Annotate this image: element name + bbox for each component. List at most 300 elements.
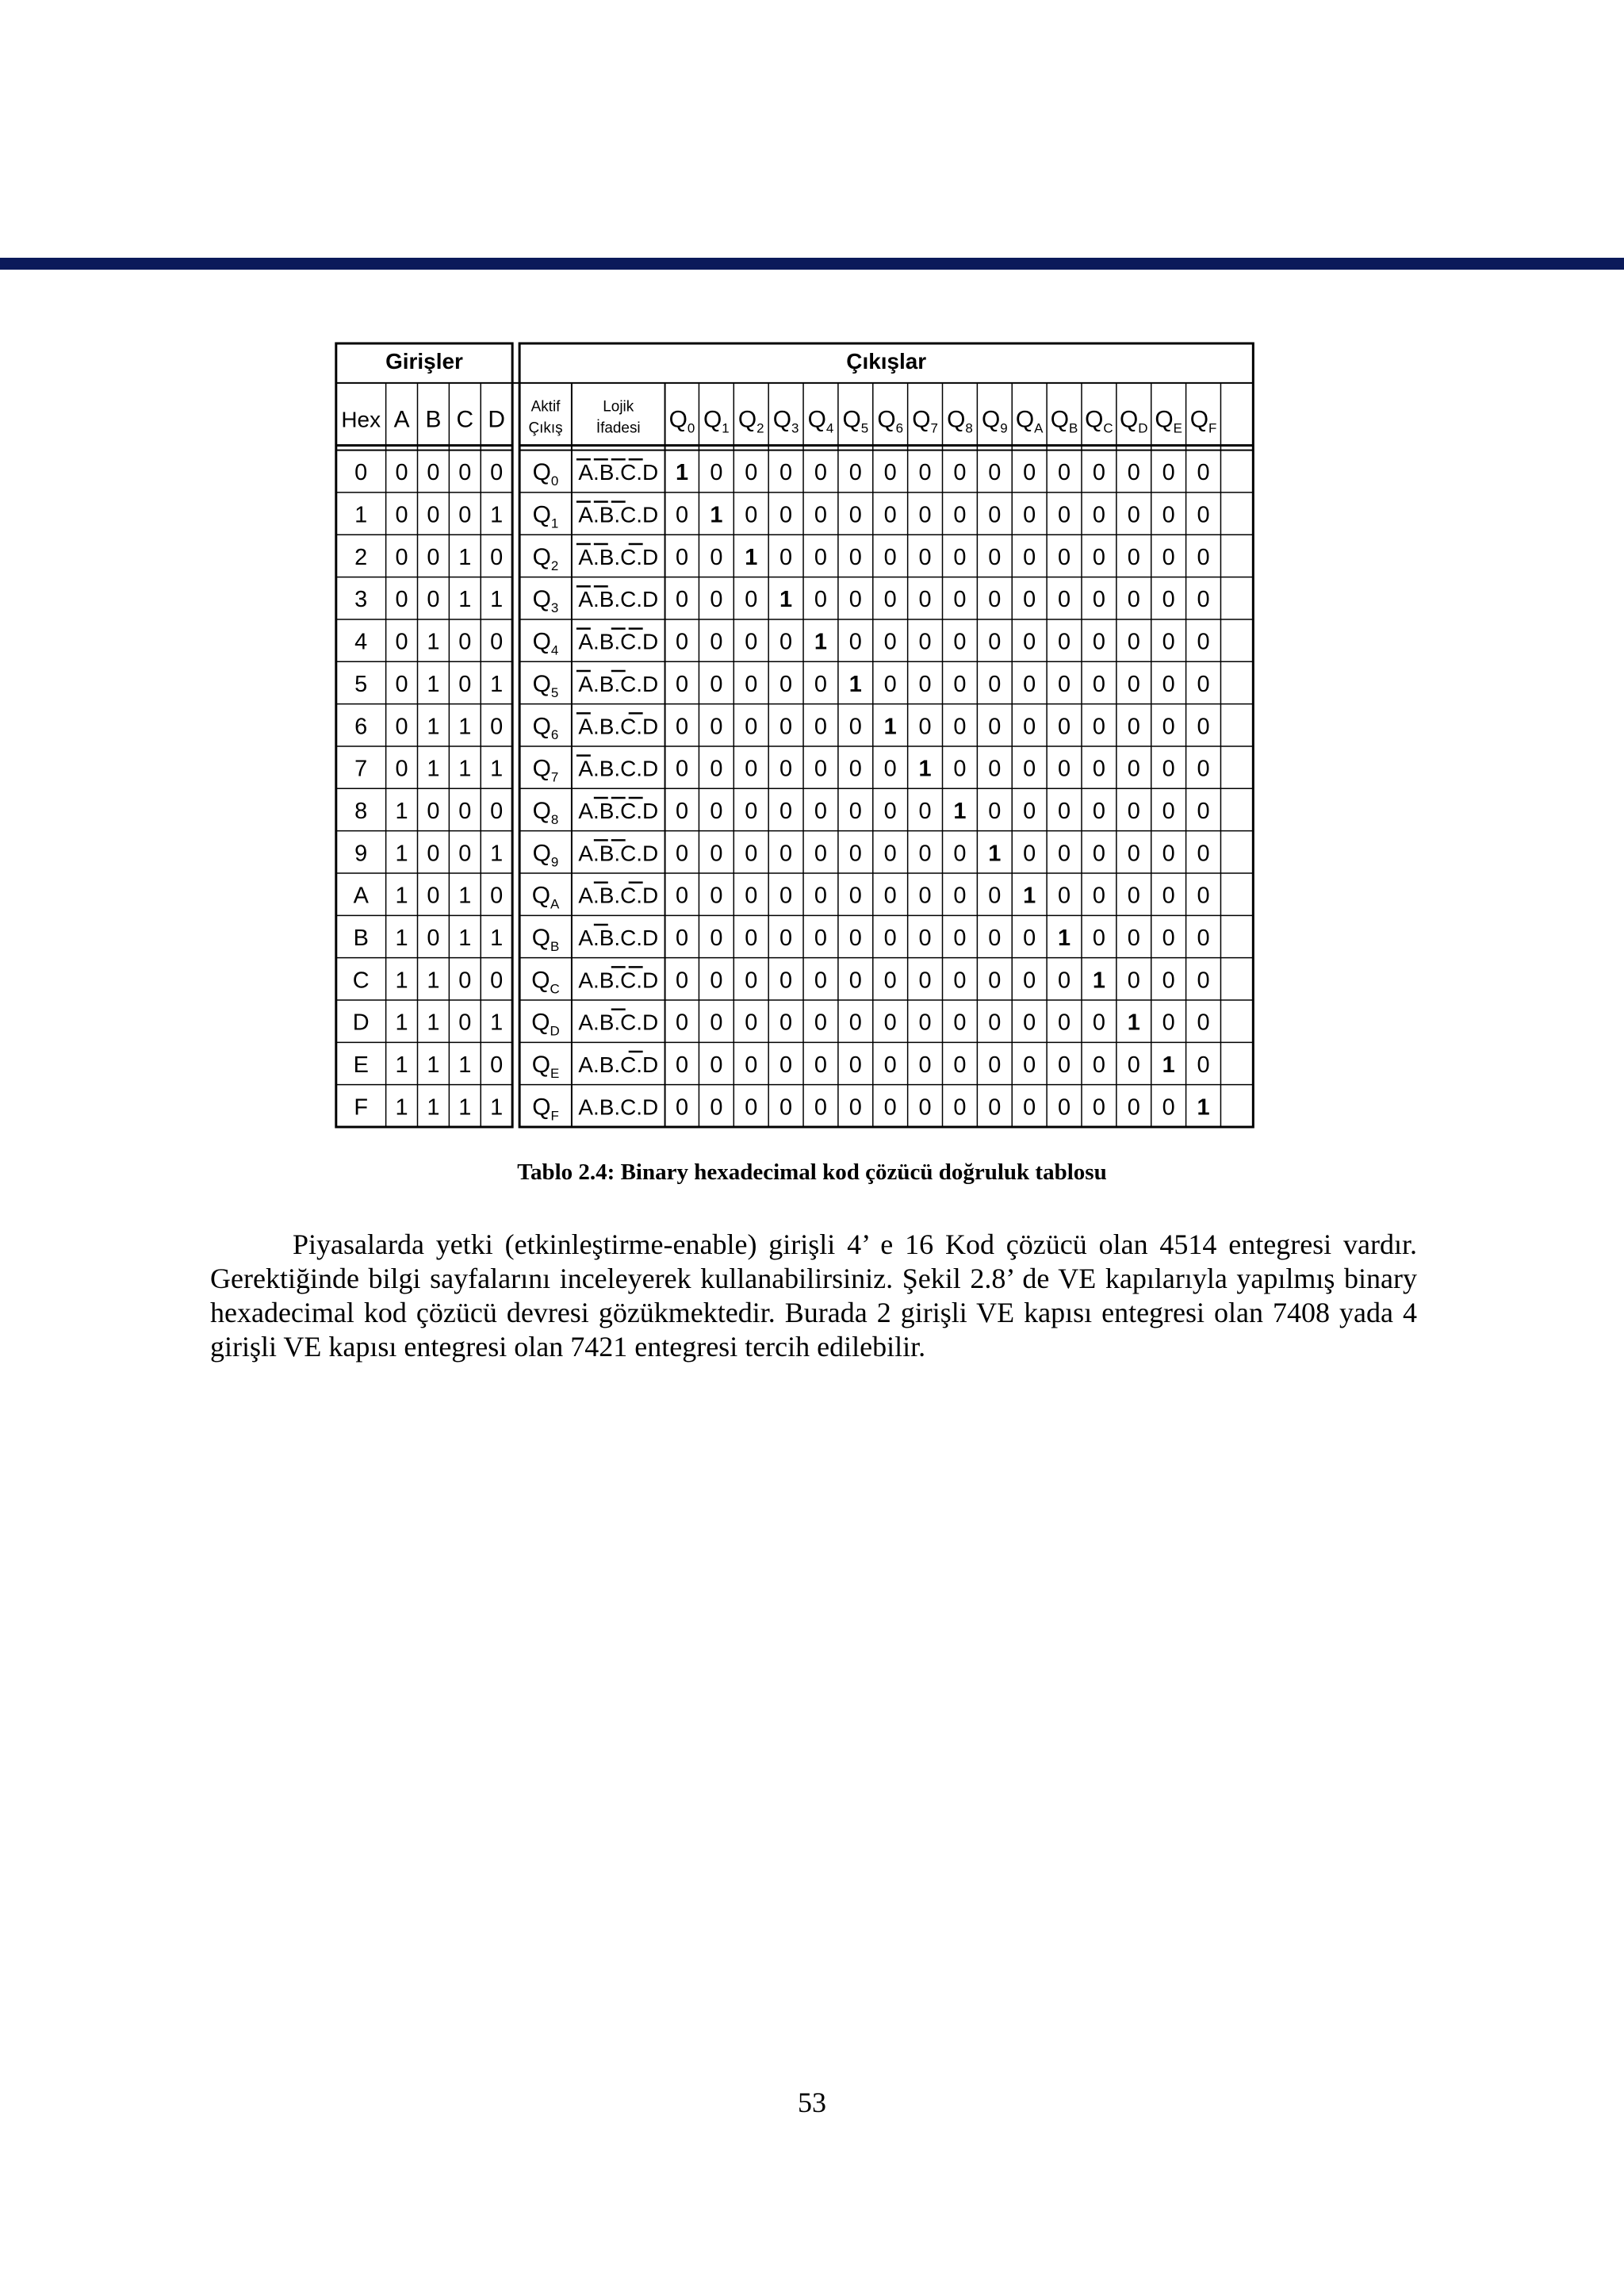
output-cell: 0 — [745, 671, 758, 697]
input-cell: 1 — [427, 1010, 440, 1036]
active-output-cell: $Q_5$ — [532, 670, 559, 700]
output-cell: 0 — [1197, 798, 1210, 824]
output-cell: 0 — [1023, 587, 1036, 613]
output-cell: 0 — [1162, 629, 1175, 655]
input-cell: 0 — [458, 968, 472, 994]
output-cell: 0 — [988, 1010, 1002, 1036]
output-cell: 0 — [779, 1094, 793, 1121]
output-cell: 0 — [918, 460, 932, 486]
output-cell: 0 — [1058, 841, 1071, 867]
output-cell: 0 — [1197, 925, 1210, 951]
input-cell: 1 — [490, 671, 504, 697]
output-cell: 0 — [918, 883, 932, 909]
input-cell: 1 — [395, 925, 408, 951]
output-cell: 0 — [1092, 1010, 1105, 1036]
output-cell: 0 — [988, 587, 1002, 613]
output-cell: 0 — [1197, 841, 1210, 867]
output-cell: 1 — [1023, 883, 1036, 909]
input-cell: 1 — [427, 671, 440, 697]
column-header-q8: $Q_8$ — [947, 406, 973, 436]
logic-expression-cell: A.B.C.D — [578, 587, 659, 612]
output-cell: 0 — [988, 756, 1002, 782]
output-cell: 0 — [710, 798, 723, 824]
output-cell: 0 — [710, 841, 723, 867]
active-output-cell: $Q_0$ — [532, 459, 559, 489]
output-cell: 0 — [675, 798, 689, 824]
output-cell: 0 — [1127, 883, 1140, 909]
output-cell: 0 — [1197, 1052, 1210, 1078]
hex-cell: 8 — [354, 798, 368, 824]
column-header-a: A — [393, 406, 410, 433]
logic-expression-cell: A.B.C.D — [578, 714, 659, 739]
input-cell: 1 — [427, 1052, 440, 1078]
output-cell: 0 — [1092, 925, 1105, 951]
output-cell: 0 — [1127, 756, 1140, 782]
output-cell: 0 — [1058, 883, 1071, 909]
output-cell: 0 — [883, 587, 897, 613]
output-cell: 0 — [745, 714, 758, 740]
logic-expression-cell: A.B.C.D — [578, 925, 659, 950]
column-header-logic-line1: Lojik — [603, 398, 634, 416]
output-cell: 0 — [918, 1010, 932, 1036]
output-cell: 0 — [953, 756, 967, 782]
hex-cell: D — [352, 1010, 370, 1036]
output-cell: 1 — [1197, 1094, 1210, 1121]
column-header-qe: $Q_E$ — [1155, 406, 1182, 436]
output-cell: 0 — [988, 502, 1002, 528]
column-header-qd: $Q_D$ — [1120, 406, 1148, 436]
output-cell: 0 — [953, 460, 967, 486]
output-cell: 0 — [988, 544, 1002, 570]
output-cell: 0 — [1023, 460, 1036, 486]
output-cell: 0 — [779, 544, 793, 570]
output-cell: 0 — [1023, 544, 1036, 570]
input-cell: 1 — [490, 587, 504, 613]
output-cell: 0 — [1058, 714, 1071, 740]
output-cell: 0 — [1058, 1052, 1071, 1078]
output-cell: 0 — [1162, 714, 1175, 740]
hex-cell: 2 — [354, 544, 368, 570]
paragraph-text: Piyasalarda yetki (etkinleştirme-enable) girişli 4’ e 16 Kod çözücü olan 4514 entegresi vardır. Gerektiğinde bilgi sayfalarını inceleyerek kullanabilirsiniz. Şekil 2.8’ de VE kapılarıyla yapılmış binary hexadecimal kod çözücü devresi gözükmektedir. Burada 2 girişli VE kapısı entegresi olan 7408 yada 4 girişli VE kapısı entegresi olan 7421 entegresi tercih edilebilir. — [210, 1228, 1417, 1363]
input-cell: 0 — [458, 502, 472, 528]
output-cell: 0 — [1197, 587, 1210, 613]
input-cell: 0 — [490, 1052, 504, 1078]
input-cell: 0 — [427, 544, 440, 570]
output-cell: 0 — [1162, 883, 1175, 909]
active-output-cell: $Q_D$ — [531, 1009, 560, 1039]
output-cell: 0 — [953, 841, 967, 867]
input-cell: 1 — [427, 1094, 440, 1121]
group-header-inputs: Girişler — [385, 348, 463, 374]
output-cell: 0 — [988, 629, 1002, 655]
output-cell: 0 — [710, 714, 723, 740]
output-cell: 0 — [814, 671, 828, 697]
output-cell: 0 — [1162, 1094, 1175, 1121]
output-cell: 0 — [1092, 502, 1105, 528]
output-cell: 0 — [1162, 925, 1175, 951]
output-cell: 0 — [1127, 460, 1140, 486]
output-cell: 0 — [710, 756, 723, 782]
output-cell: 0 — [918, 502, 932, 528]
output-cell: 0 — [848, 1010, 862, 1036]
output-cell: 0 — [675, 756, 689, 782]
output-cell: 0 — [710, 460, 723, 486]
output-cell: 0 — [1058, 629, 1071, 655]
output-cell: 0 — [883, 629, 897, 655]
column-header-b: B — [425, 406, 442, 433]
output-cell: 0 — [745, 756, 758, 782]
output-cell: 0 — [848, 798, 862, 824]
output-cell: 0 — [675, 671, 689, 697]
output-cell: 0 — [988, 883, 1002, 909]
output-cell: 0 — [883, 798, 897, 824]
output-cell: 0 — [779, 502, 793, 528]
input-cell: 0 — [427, 587, 440, 613]
output-cell: 0 — [1058, 671, 1071, 697]
logic-expression-cell: A.B.C.D — [578, 1052, 659, 1077]
output-cell: 0 — [1023, 968, 1036, 994]
output-cell: 0 — [675, 714, 689, 740]
output-cell: 0 — [1127, 502, 1140, 528]
output-cell: 0 — [779, 841, 793, 867]
hex-cell: 9 — [354, 841, 368, 867]
output-cell: 0 — [848, 629, 862, 655]
input-cell: 0 — [458, 841, 472, 867]
input-cell: 0 — [458, 798, 472, 824]
output-cell: 0 — [1197, 968, 1210, 994]
output-cell: 0 — [848, 925, 862, 951]
output-cell: 0 — [953, 544, 967, 570]
output-cell: 0 — [953, 1052, 967, 1078]
output-cell: 1 — [710, 502, 723, 528]
output-cell: 0 — [988, 1052, 1002, 1078]
output-cell: 0 — [710, 544, 723, 570]
input-cell: 1 — [490, 756, 504, 782]
column-header-q1: $Q_1$ — [703, 406, 730, 436]
table-caption: Tablo 2.4: Binary hexadecimal kod çözücü doğruluk tablosu — [517, 1159, 1107, 1185]
output-cell: 0 — [1162, 841, 1175, 867]
output-cell: 0 — [988, 671, 1002, 697]
input-cell: 0 — [427, 841, 440, 867]
input-cell: 1 — [395, 798, 408, 824]
output-cell: 0 — [1162, 544, 1175, 570]
output-cell: 0 — [918, 968, 932, 994]
output-cell: 0 — [745, 968, 758, 994]
input-cell: 0 — [395, 502, 408, 528]
output-cell: 0 — [1058, 544, 1071, 570]
logic-expression-cell: A.B.C.D — [578, 1010, 659, 1035]
output-cell: 0 — [1058, 1010, 1071, 1036]
output-cell: 0 — [953, 671, 967, 697]
output-cell: 0 — [883, 460, 897, 486]
output-cell: 1 — [848, 671, 862, 697]
output-cell: 0 — [779, 883, 793, 909]
output-cell: 0 — [675, 587, 689, 613]
output-cell: 0 — [1197, 756, 1210, 782]
output-cell: 0 — [710, 1052, 723, 1078]
output-cell: 0 — [953, 1010, 967, 1036]
input-cell: 1 — [458, 587, 472, 613]
output-cell: 0 — [1023, 1094, 1036, 1121]
input-cell: 0 — [395, 460, 408, 486]
output-cell: 0 — [675, 1052, 689, 1078]
output-cell: 0 — [918, 714, 932, 740]
output-cell: 0 — [1058, 587, 1071, 613]
output-cell: 0 — [1127, 925, 1140, 951]
output-cell: 0 — [779, 714, 793, 740]
output-cell: 0 — [814, 756, 828, 782]
input-cell: 0 — [395, 544, 408, 570]
input-cell: 1 — [458, 756, 472, 782]
hex-cell: 5 — [354, 671, 368, 697]
input-cell: 1 — [458, 544, 472, 570]
active-output-cell: $Q_F$ — [532, 1094, 559, 1124]
column-header-c: C — [456, 406, 474, 433]
logic-expression-cell: A.B.C.D — [578, 798, 659, 823]
input-cell: 1 — [458, 1094, 472, 1121]
output-cell: 0 — [1197, 883, 1210, 909]
output-cell: 0 — [745, 1094, 758, 1121]
active-output-cell: $Q_B$ — [531, 924, 560, 954]
output-cell: 0 — [1127, 714, 1140, 740]
output-cell: 0 — [814, 925, 828, 951]
output-cell: 0 — [814, 841, 828, 867]
input-cell: 0 — [490, 883, 504, 909]
active-output-cell: $Q_7$ — [532, 755, 559, 785]
column-header-d: D — [488, 406, 506, 433]
output-cell: 0 — [1058, 1094, 1071, 1121]
output-cell: 0 — [675, 1094, 689, 1121]
output-cell: 0 — [918, 1094, 932, 1121]
output-cell: 0 — [1162, 798, 1175, 824]
output-cell: 0 — [779, 756, 793, 782]
output-cell: 0 — [1197, 714, 1210, 740]
output-cell: 0 — [848, 841, 862, 867]
output-cell: 0 — [710, 671, 723, 697]
output-cell: 0 — [1197, 502, 1210, 528]
output-cell: 0 — [918, 671, 932, 697]
output-cell: 0 — [1023, 925, 1036, 951]
output-cell: 0 — [883, 1010, 897, 1036]
output-cell: 1 — [1127, 1010, 1140, 1036]
hex-cell: A — [353, 883, 369, 909]
output-cell: 0 — [988, 714, 1002, 740]
output-cell: 0 — [1058, 460, 1071, 486]
column-header-q3: $Q_3$ — [772, 406, 799, 436]
output-cell: 0 — [745, 502, 758, 528]
output-cell: 0 — [1092, 756, 1105, 782]
output-cell: 0 — [848, 502, 862, 528]
output-cell: 0 — [883, 1052, 897, 1078]
output-cell: 0 — [710, 925, 723, 951]
output-cell: 0 — [814, 1052, 828, 1078]
output-cell: 0 — [883, 925, 897, 951]
output-cell: 0 — [1023, 1052, 1036, 1078]
output-cell: 0 — [848, 460, 862, 486]
active-output-cell: $Q_E$ — [531, 1051, 560, 1081]
output-cell: 1 — [1162, 1052, 1175, 1078]
truth-table — [333, 342, 1294, 1133]
group-header-outputs: Çıkışlar — [846, 348, 927, 374]
output-cell: 0 — [848, 714, 862, 740]
page-number: 53 — [798, 2087, 826, 2118]
output-cell: 0 — [988, 925, 1002, 951]
column-header-q9: $Q_9$ — [981, 406, 1008, 436]
output-cell: 0 — [1092, 544, 1105, 570]
logic-expression-cell: A.B.C.D — [578, 460, 659, 485]
output-cell: 1 — [953, 798, 967, 824]
output-cell: 0 — [1092, 883, 1105, 909]
output-cell: 0 — [988, 798, 1002, 824]
output-cell: 0 — [710, 629, 723, 655]
output-cell: 0 — [953, 714, 967, 740]
output-cell: 0 — [1023, 671, 1036, 697]
input-cell: 1 — [458, 714, 472, 740]
output-cell: 0 — [1127, 544, 1140, 570]
output-cell: 1 — [779, 587, 793, 613]
input-cell: 1 — [427, 629, 440, 655]
input-cell: 0 — [427, 798, 440, 824]
output-cell: 0 — [1197, 1010, 1210, 1036]
hex-cell: F — [354, 1094, 369, 1121]
active-output-cell: $Q_3$ — [532, 586, 559, 616]
output-cell: 0 — [814, 460, 828, 486]
output-cell: 0 — [883, 968, 897, 994]
truth-table-svg — [333, 342, 1294, 1133]
output-cell: 0 — [675, 629, 689, 655]
output-cell: 0 — [1023, 841, 1036, 867]
output-cell: 0 — [953, 968, 967, 994]
input-cell: 0 — [427, 502, 440, 528]
column-header-q0: $Q_0$ — [668, 406, 695, 436]
input-cell: 0 — [490, 968, 504, 994]
hex-cell: C — [352, 968, 370, 994]
output-cell: 0 — [779, 968, 793, 994]
active-output-cell: $Q_4$ — [532, 628, 559, 658]
active-output-cell: $Q_2$ — [532, 543, 559, 573]
output-cell: 1 — [883, 714, 897, 740]
output-cell: 0 — [953, 502, 967, 528]
output-cell: 0 — [1092, 587, 1105, 613]
output-cell: 0 — [918, 841, 932, 867]
input-cell: 0 — [395, 756, 408, 782]
output-cell: 0 — [883, 671, 897, 697]
output-cell: 0 — [1197, 460, 1210, 486]
input-cell: 0 — [458, 1010, 472, 1036]
output-cell: 0 — [1023, 714, 1036, 740]
logic-expression-cell: A.B.C.D — [578, 544, 659, 569]
output-cell: 1 — [814, 629, 828, 655]
output-cell: 0 — [988, 460, 1002, 486]
input-cell: 1 — [427, 714, 440, 740]
output-cell: 0 — [779, 1052, 793, 1078]
logic-expression-cell: A.B.C.D — [578, 883, 659, 908]
output-cell: 1 — [988, 841, 1002, 867]
input-cell: 1 — [458, 1052, 472, 1078]
output-cell: 0 — [1127, 968, 1140, 994]
output-cell: 0 — [848, 968, 862, 994]
output-cell: 0 — [1127, 798, 1140, 824]
column-header-hex: Hex — [341, 407, 381, 432]
output-cell: 0 — [779, 460, 793, 486]
output-cell: 0 — [1127, 1094, 1140, 1121]
input-cell: 1 — [490, 1094, 504, 1121]
input-cell: 1 — [427, 968, 440, 994]
hex-cell: 4 — [354, 629, 368, 655]
output-cell: 0 — [745, 587, 758, 613]
input-cell: 0 — [490, 544, 504, 570]
output-cell: 0 — [848, 587, 862, 613]
input-cell: 1 — [490, 502, 504, 528]
input-cell: 1 — [458, 883, 472, 909]
hex-cell: 0 — [354, 460, 368, 486]
input-cell: 1 — [395, 841, 408, 867]
active-output-cell: $Q_6$ — [532, 713, 559, 743]
output-cell: 0 — [953, 629, 967, 655]
input-cell: 1 — [395, 1094, 408, 1121]
hex-cell: 7 — [354, 756, 368, 782]
output-cell: 0 — [1197, 629, 1210, 655]
column-header-q7: $Q_7$ — [912, 406, 938, 436]
output-cell: 0 — [1092, 671, 1105, 697]
output-cell: 0 — [1092, 841, 1105, 867]
active-output-cell: $Q_8$ — [532, 797, 559, 827]
output-cell: 0 — [918, 1052, 932, 1078]
output-cell: 0 — [1092, 460, 1105, 486]
output-cell: 0 — [814, 883, 828, 909]
output-cell: 0 — [779, 925, 793, 951]
hex-cell: E — [353, 1052, 369, 1078]
logic-expression-cell: A.B.C.D — [578, 841, 659, 866]
output-cell: 0 — [814, 502, 828, 528]
output-cell: 0 — [848, 883, 862, 909]
input-cell: 0 — [395, 714, 408, 740]
output-cell: 0 — [814, 798, 828, 824]
column-header-q2: $Q_2$ — [737, 406, 764, 436]
hex-cell: 1 — [354, 502, 368, 528]
output-cell: 0 — [710, 883, 723, 909]
output-cell: 0 — [1197, 671, 1210, 697]
input-cell: 1 — [395, 1010, 408, 1036]
output-cell: 1 — [1058, 925, 1071, 951]
output-cell: 0 — [814, 1010, 828, 1036]
output-cell: 1 — [745, 544, 758, 570]
output-cell: 0 — [1023, 629, 1036, 655]
hex-cell: 6 — [354, 714, 368, 740]
output-cell: 1 — [1092, 968, 1105, 994]
column-header-active-line1: Aktif — [530, 398, 561, 416]
output-cell: 0 — [710, 587, 723, 613]
output-cell: 0 — [675, 968, 689, 994]
output-cell: 0 — [745, 460, 758, 486]
column-header-qf: $Q_F$ — [1189, 406, 1217, 436]
output-cell: 0 — [883, 544, 897, 570]
output-cell: 0 — [953, 925, 967, 951]
column-header-q5: $Q_5$ — [842, 406, 869, 436]
output-cell: 0 — [814, 714, 828, 740]
column-header-q4: $Q_4$ — [807, 406, 834, 436]
output-cell: 0 — [745, 629, 758, 655]
column-header-qc: $Q_C$ — [1085, 406, 1113, 436]
output-cell: 0 — [710, 1094, 723, 1121]
output-cell: 0 — [1197, 544, 1210, 570]
header-rule — [0, 258, 1624, 270]
output-cell: 0 — [779, 798, 793, 824]
output-cell: 0 — [1092, 798, 1105, 824]
body-paragraph — [210, 1228, 1417, 1364]
logic-expression-cell: A.B.C.D — [578, 1094, 659, 1120]
output-cell: 0 — [1162, 587, 1175, 613]
